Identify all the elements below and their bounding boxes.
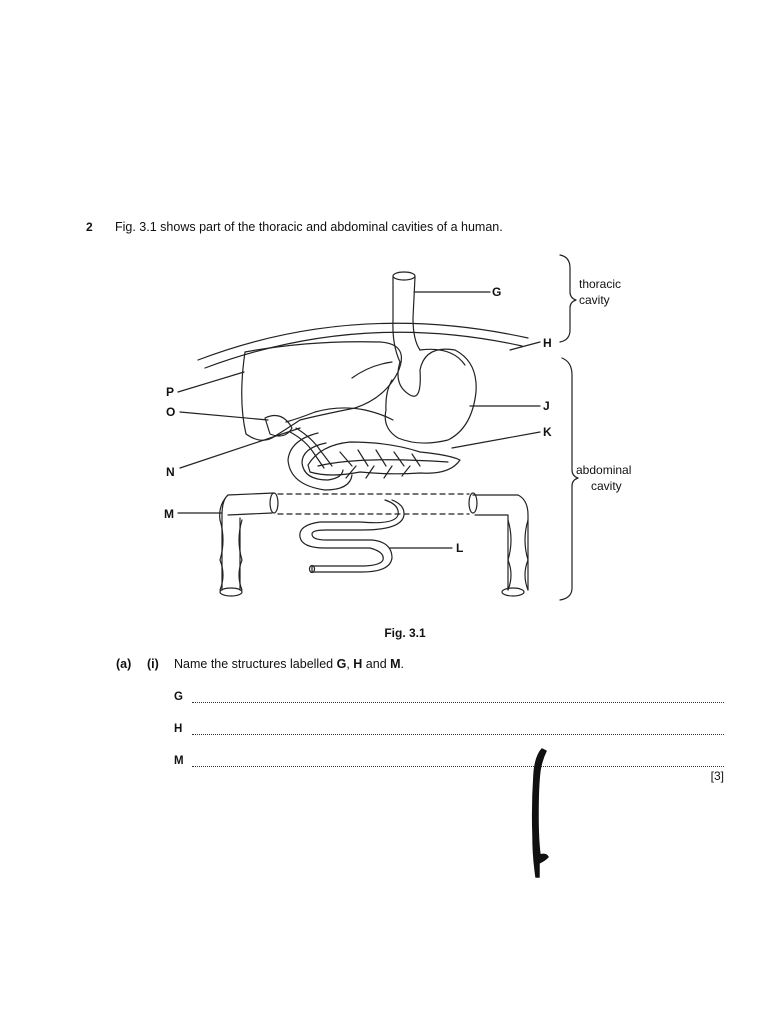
answer-label-h: H	[174, 723, 183, 735]
figure-caption: Fig. 3.1	[384, 626, 426, 640]
label-K: K	[543, 425, 552, 439]
large-intestine-right	[473, 495, 528, 590]
subpart-label: (i)	[147, 657, 159, 671]
answer-label-m: M	[174, 755, 184, 767]
ink-stroke-mark	[520, 745, 560, 880]
answer-line-h[interactable]	[192, 733, 724, 735]
prompt-sep: ,	[346, 657, 354, 671]
label-J: J	[543, 399, 550, 413]
pancreas	[308, 442, 460, 475]
thoracic-brace	[560, 255, 576, 342]
label-P: P	[166, 385, 175, 399]
label-M: M	[164, 507, 174, 521]
large-intestine-left	[220, 493, 274, 590]
gall-bladder	[265, 416, 292, 436]
leader-O	[180, 412, 268, 420]
answer-label-g: G	[174, 691, 183, 703]
abdominal-label-2: cavity	[591, 479, 622, 493]
thoracic-label-2: cavity	[579, 293, 610, 307]
oesophagus	[393, 277, 420, 362]
prompt-and: and	[362, 657, 391, 671]
abdominal-label: abdominal	[576, 463, 632, 477]
label-G: G	[492, 285, 502, 299]
abdominal-brace	[560, 358, 578, 600]
leader-H	[510, 342, 540, 350]
marks-available: [3]	[710, 769, 724, 783]
prompt-g: G	[336, 657, 347, 671]
thoracic-label: thoracic	[579, 277, 622, 291]
oesophagus-top	[393, 272, 415, 280]
leader-K	[452, 432, 540, 448]
label-N: N	[166, 465, 175, 479]
label-L: L	[456, 541, 464, 555]
question-prompt	[174, 657, 404, 671]
answer-line-g[interactable]	[192, 701, 724, 703]
prompt-m: M	[390, 657, 401, 671]
label-O: O	[166, 405, 176, 419]
part-label: (a)	[116, 657, 132, 671]
liver	[242, 342, 402, 441]
leader-N	[180, 428, 300, 468]
leader-P	[178, 372, 244, 392]
prompt-h: H	[353, 657, 363, 671]
answer-line-m[interactable]	[192, 765, 724, 767]
prompt-text: Name the structures labelled	[174, 657, 337, 671]
question-number: 2	[86, 220, 93, 234]
question-intro: Fig. 3.1 shows part of the thoracic and abdominal cavities of a human.	[115, 220, 503, 234]
small-intestine	[300, 500, 404, 572]
transverse-colon	[278, 494, 469, 514]
label-H: H	[543, 336, 552, 350]
stomach	[385, 349, 476, 443]
prompt-end: .	[400, 657, 405, 671]
